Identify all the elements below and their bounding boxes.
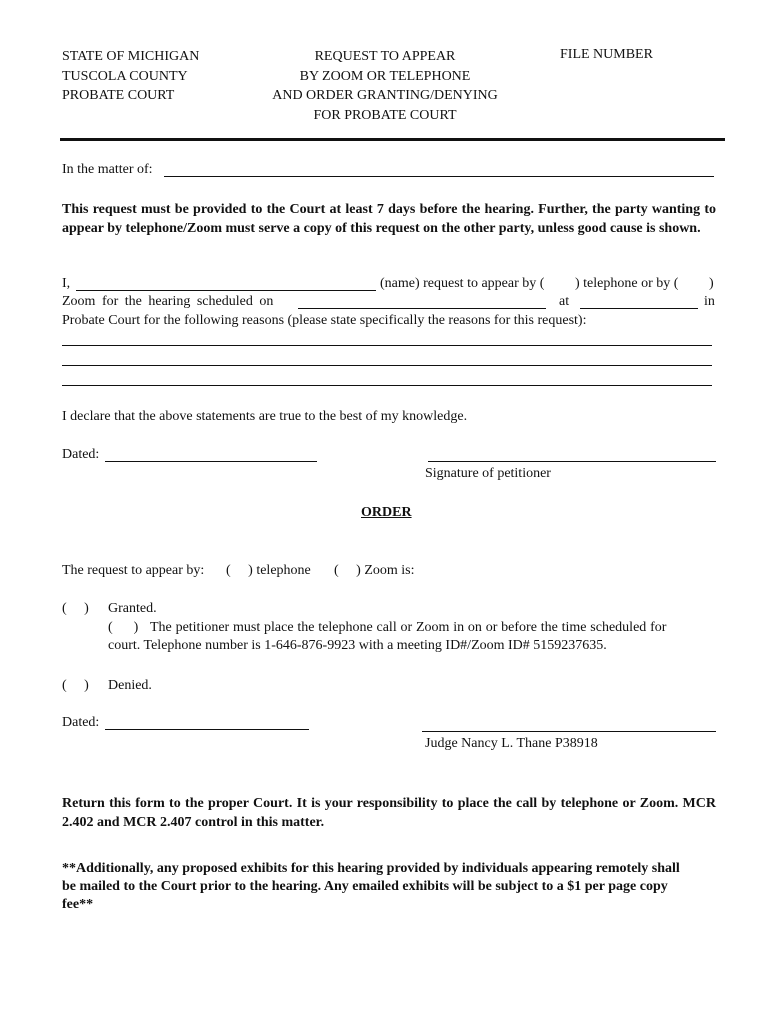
deadline-notice: This request must be provided to the Court at least 7 days before the hearing. Further, the party wanting to appear by telephone/Zoom must serve a copy of this request on the other party, unless good cause is shown. — [62, 202, 716, 236]
denied-label: Denied. — [108, 678, 152, 693]
i-label: I, — [62, 276, 71, 291]
order-zoom-option[interactable]: ( ) Zoom is: — [334, 563, 415, 578]
reasons-label: Probate Court for the following reasons (please state specifically the reasons for this request): — [62, 313, 587, 328]
form-title-line-1: REQUEST TO APPEAR — [314, 49, 456, 64]
exhibits-notice: **Additionally, any proposed exhibits for this hearing provided by individuals appearing remotely shall be mailed to the Court prior to the hearing. Any emailed exhibits will be subject to a $1 per page copy fee** — [62, 861, 680, 912]
reasons-line-1[interactable] — [62, 345, 712, 346]
at-label: at — [559, 294, 570, 309]
dated-label: Dated: — [62, 447, 100, 462]
judge-name: Judge Nancy L. Thane P38918 — [425, 736, 598, 751]
signature-label: Signature of petitioner — [425, 466, 551, 481]
hearing-date-field[interactable] — [298, 308, 546, 309]
state-label: STATE OF MICHIGAN — [62, 49, 200, 64]
reasons-line-2[interactable] — [62, 365, 712, 366]
denied-checkbox[interactable]: ( ) — [62, 678, 89, 693]
granted-label: Granted. — [108, 601, 157, 616]
return-notice: Return this form to the proper Court. It is your responsibility to place the call by telephone or Zoom. MCR 2.402 and MCR 2.407 control in this matter. — [62, 796, 716, 830]
in-label: in — [704, 294, 715, 309]
county-label: TUSCOLA COUNTY — [62, 68, 188, 84]
hearing-time-field[interactable] — [580, 308, 698, 309]
court-header — [62, 47, 199, 106]
name-request-label: (name) request to appear by ( — [380, 276, 545, 291]
petitioner-call-checkbox[interactable]: ( ) — [108, 620, 139, 635]
matter-field[interactable] — [164, 176, 714, 177]
form-title — [240, 47, 530, 125]
granted-checkbox[interactable]: ( ) — [62, 601, 89, 616]
reasons-line-3[interactable] — [62, 385, 712, 386]
order-telephone-option[interactable]: ( ) telephone — [226, 563, 311, 578]
petitioner-signature-field[interactable] — [428, 461, 716, 462]
order-request-label: The request to appear by: — [62, 563, 205, 578]
order-dated-label: Dated: — [62, 715, 100, 730]
order-date-field[interactable] — [105, 729, 309, 730]
zoom-close-paren: ) — [709, 276, 714, 291]
declaration-text: I declare that the above statements are true to the best of my knowledge. — [62, 409, 468, 424]
form-title-line-3: AND ORDER GRANTING/DENYING — [272, 88, 498, 103]
petitioner-call-text-2: court. Telephone number is 1-646-876-9923 with a meeting ID#/Zoom ID# 5159237635. — [108, 638, 607, 653]
file-number-label: FILE NUMBER — [560, 47, 653, 62]
form-title-line-2: BY ZOOM OR TELEPHONE — [299, 68, 471, 84]
petitioner-call-text-1: The petitioner must place the telephone call or Zoom in on or before the time scheduled for — [150, 620, 667, 635]
court-label: PROBATE COURT — [62, 88, 175, 103]
order-heading: ORDER — [361, 505, 412, 520]
matter-label: In the matter of: — [62, 162, 153, 177]
zoom-hearing-label: Zoom for the hearing scheduled on — [62, 294, 274, 309]
telephone-or-label: ) telephone or by ( — [575, 276, 679, 291]
petitioner-date-field[interactable] — [105, 461, 317, 462]
form-title-line-4: FOR PROBATE COURT — [313, 107, 457, 123]
petitioner-name-field[interactable] — [76, 290, 376, 291]
judge-signature-field[interactable] — [422, 731, 716, 732]
header-divider — [60, 138, 725, 141]
